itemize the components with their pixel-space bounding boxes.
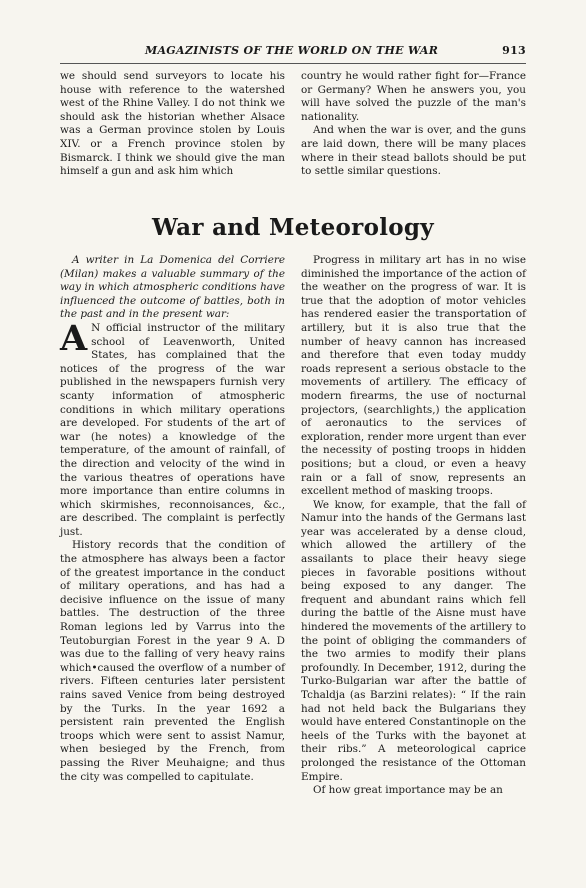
article-right-column	[301, 254, 526, 798]
top-left-column	[60, 70, 285, 179]
top-left-paragraph: we should send surveyors to locate his house with reference to the watershed west of the Rhine Valley. I do not think we should ask the historian whether Alsace was a German province stolen by Louis XIV. or a French province stolen by Bismarck. I think we should give the man himself a gun and ask him which	[60, 70, 285, 178]
top-right-paragraph-2: And when the war is over, and the guns are laid down, there will be many places where in their stead ballots should be put to settle similar questions.	[301, 124, 526, 178]
running-title: MAGAZINISTS OF THE WORLD ON THE WAR	[145, 44, 439, 57]
article-title: War and Meteorology	[152, 214, 434, 241]
article-paragraph-4: We know, for example, that the fall of Namur into the hands of the Germans last year was accelerated by a dense cloud, which allowed the artillery of the assailants to place their heavy siege pieces in favorable positions without being exposed to any danger. The frequent and abundant rains which fell during the battle of the Aisne must have hindered the movements of the artillery to the point of obliging the commanders of the two armies to modify their plans profoundly. In December, 1912, during the Turko-Bulgarian war after the battle of Tchaldja (as Barzini relates): “ If the rain had not held back the Bulgarians they would have entered Constantinople on the heels of the Turks with the bayonet at their ribs.” A meteorological caprice prolonged the resistance of the Ottoman Empire.	[301, 498, 526, 783]
article-paragraph-1-text: N official instructor of the military school of Leavenworth, United States, has complained that the notices of the progress of the war published in the newspapers furnish very scanty information of atmospheric conditions in which military operations are developed. For students of the art of war (he notes) a knowledge of the temperature, of the amount of rainfall, of the direction and velocity of the wind in the various theatres of operations have more importance than entire columns in which skirmishes, reconnoisances, &c., are described. The complaint is perfectly just.	[60, 321, 285, 538]
header-rule	[60, 63, 526, 64]
top-right-column	[301, 70, 526, 179]
article-left-column	[60, 254, 285, 784]
article-paragraph-3: Progress in military art has in no wise diminished the importance of the action of the weather on the progress of war. It is true that the adoption of motor vehicles has rendered easier the transportation of artillery, but it is also true that the number of heavy cannon has increased and therefore that even today muddy roads represent a serious obstacle to the movements of artillery. The efficacy of modern firearms, the use of nocturnal projectors, (searchlights,) the application of aeronautics to the services of exploration, render more urgent than ever the necessity of posting troops in hidden positions; but a cloud, or even a heavy rain or a fall of snow, represents an excellent method of masking troops.	[301, 254, 526, 498]
article-paragraph-2: History records that the condition of the atmosphere has always been a factor of the greatest importance in the conduct of military operations, and has had a decisive influence on the issue of many battles. The destruction of the three Roman legions led by Varrus into the Teutoburgian Forest in the year 9 A. D was due to the falling of very heavy rains which•caused the overflow of a number of rivers. Fifteen centuries later persistent rains saved Venice from being destroyed by the Turks. In the year 1692 a persistent rain prevented the English troops which were sent to assist Namur, when besieged by the French, from passing the River Meuhaigne; and thus the city was compelled to capitulate.	[60, 539, 285, 783]
article-paragraph-5: Of how great importance may be an	[313, 784, 503, 797]
page-header	[60, 44, 526, 60]
article-intro: A writer in La Domenica del Corriere (Milan) makes a valuable summary of the way in which atmospheric conditions have influenced the outcome of battles, both in the past and in the present war:	[60, 254, 285, 321]
drop-cap: A	[60, 317, 88, 359]
article-paragraph-1	[60, 317, 285, 540]
page-number: 913	[502, 44, 526, 57]
top-right-paragraph-1: country he would rather fight for—France or Germany? When he answers you, you will have solved the puzzle of the man's nationality.	[301, 70, 526, 123]
